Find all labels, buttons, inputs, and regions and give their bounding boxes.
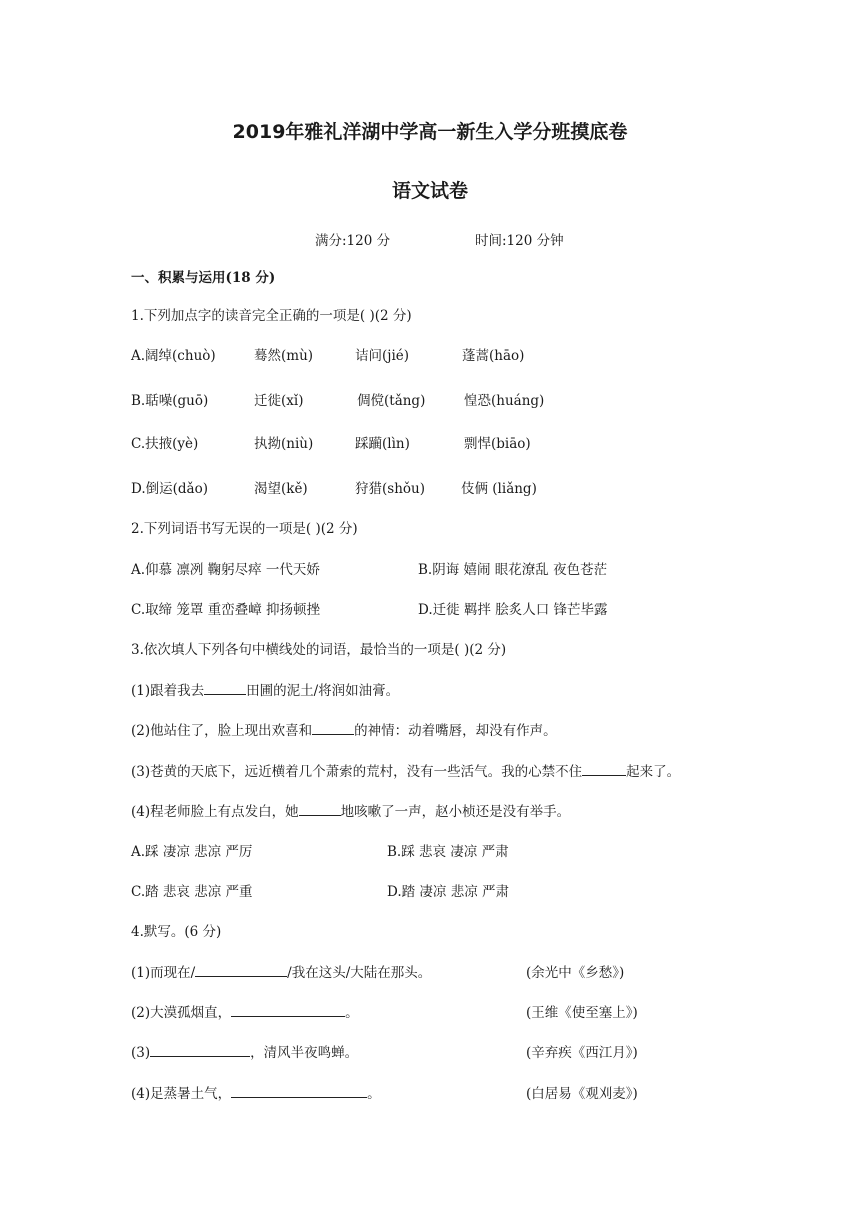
q3-option-a: A.踩 凄凉 悲凉 严厉: [131, 844, 253, 860]
q3-sentence-3: [131, 760, 680, 780]
q1-option-c1: C.扶掖(yè): [131, 436, 199, 452]
exam-time: 时间:120 分钟: [475, 233, 564, 249]
q4-i1-source: (余光中《乡愁》): [526, 965, 625, 981]
q1-option-a1: A.阔绰(chuò): [131, 348, 216, 364]
q2-stem: 2.下列词语书写无误的一项是( )(2 分): [131, 521, 358, 537]
q3-s1-before: (1)跟着我去: [131, 683, 205, 699]
q4-item-3: [131, 1041, 358, 1061]
q1-option-a4: 蓬蒿(hāo): [462, 348, 525, 364]
fill-blank[interactable]: [231, 1003, 345, 1018]
q4-i4-before: (4)足蒸暑土气，: [131, 1086, 232, 1102]
q4-stem: 4.默写。(6 分): [131, 924, 222, 940]
fill-blank[interactable]: [195, 963, 287, 978]
q1-option-d3: 狩猎(shǒu): [355, 481, 425, 497]
q1-stem: 1.下列加点字的读音完全正确的一项是( )(2 分): [131, 308, 412, 324]
q4-i2-before: (2)大漠孤烟直，: [131, 1005, 232, 1021]
q1-option-b2: 迁徙(xǐ): [254, 393, 304, 409]
q2-option-d: D.迁徙 羁拌 脍炙人口 锋芒毕露: [418, 602, 608, 618]
full-score: 满分:120 分: [315, 233, 391, 249]
q1-option-c4: 剽悍(biāo): [464, 436, 531, 452]
q4-i1-after: /我在这头/大陆在那头。: [287, 965, 432, 981]
fill-blank[interactable]: [582, 762, 626, 777]
q1-option-d4: 伎俩 (liǎng): [461, 481, 537, 497]
q3-option-d: D.踏 凄凉 悲凉 严肃: [387, 884, 510, 900]
q4-i3-source: (辛弃疾《西江月》): [526, 1045, 638, 1061]
q3-s3-after: 起来了。: [626, 764, 681, 780]
q3-option-c: C.踏 悲哀 悲凉 严重: [131, 884, 253, 900]
q3-s3-before: (3)苍黄的天底下，远近横着几个萧索的荒村，没有一些活气。我的心禁不住: [131, 764, 583, 780]
q4-item-2: [131, 1001, 359, 1021]
q3-s4-before: (4)程老师脸上有点发白，她: [131, 804, 299, 820]
q1-option-c2: 执拗(niù): [254, 436, 314, 452]
q4-i4-source: (白居易《观刈麦》): [526, 1086, 638, 1102]
q3-s4-after: 地咳嗽了一声，赵小桢还是没有举手。: [340, 804, 571, 820]
q1-option-a2: 蓦然(mù): [254, 348, 314, 364]
q3-s2-after: 的神情：动着嘴唇，却没有作声。: [354, 723, 557, 739]
q4-i3-after: ，清风半夜鸣蝉。: [250, 1045, 359, 1061]
fill-blank[interactable]: [231, 1084, 367, 1099]
q2-option-a: A.仰慕 凛冽 鞠躬尽瘁 一代天娇: [131, 562, 320, 578]
q4-i3-before: (3): [131, 1045, 151, 1061]
fill-blank[interactable]: [312, 721, 354, 736]
q1-option-b4: 惶恐(huáng): [464, 393, 545, 409]
q4-item-4: [131, 1082, 381, 1102]
q1-option-d1: D.倒运(dǎo): [131, 481, 208, 497]
q1-option-a3: 诘问(jié): [355, 348, 410, 364]
fill-blank[interactable]: [150, 1043, 250, 1058]
q3-sentence-4: [131, 800, 570, 820]
q2-option-c: C.取缔 笼罩 重峦叠嶂 抑扬顿挫: [131, 602, 321, 618]
q3-sentence-1: [131, 679, 399, 699]
q4-item-1: [131, 961, 431, 981]
q1-option-d2: 渴望(kě): [254, 481, 308, 497]
fill-blank[interactable]: [299, 802, 341, 817]
q3-option-b: B.踩 悲哀 凄凉 严肃: [387, 844, 509, 860]
q3-stem: 3.依次填人下列各句中横线处的词语，最恰当的一项是( )(2 分): [131, 642, 507, 658]
q3-s2-before: (2)他站住了，脸上现出欢喜和: [131, 723, 313, 739]
exam-title: 2019年雅礼洋湖中学高一新生入学分班摸底卷: [232, 121, 628, 143]
q1-option-b3: 倜傥(tǎng): [357, 393, 426, 409]
q4-i2-after: 。: [345, 1005, 359, 1021]
exam-subtitle: 语文试卷: [391, 180, 468, 202]
section-heading: 一、积累与运用(18 分): [131, 270, 276, 286]
fill-blank[interactable]: [204, 681, 246, 696]
q1-option-c3: 踩躏(lìn): [355, 436, 410, 452]
q4-i4-after: 。: [367, 1086, 381, 1102]
q3-s1-after: 田圃的泥土/将润如油膏。: [246, 683, 400, 699]
q3-sentence-2: [131, 719, 557, 739]
q2-option-b: B.阴诲 嬉闹 眼花潦乱 夜色苍茫: [418, 562, 608, 578]
q4-i2-source: (王维《使至塞上》): [526, 1005, 638, 1021]
q1-option-b1: B.聒噪(guō): [131, 393, 209, 409]
q4-i1-before: (1)而现在/: [131, 965, 196, 981]
